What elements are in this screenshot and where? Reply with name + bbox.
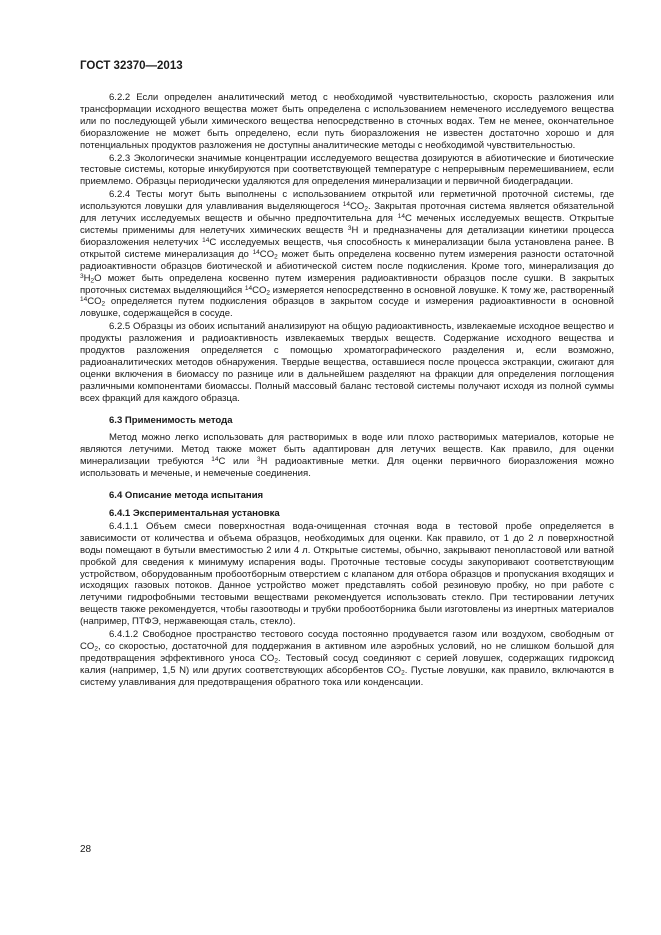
paragraph-6-2-5: 6.2.5 Образцы из обоих испытаний анализируют на общую радиоактивность, извлекаемые исходное вещество и продукты разложения и радиоактивность извлекаемых твердых веществ. Содержание исходного вещества и продуктов разложения определяется с помощью хроматографического разделения и, если возможно, радиоаналитических методов обнаружения. Твердые вещества, оставшиеся после процесса экстракции, сжигают для оценки включения в биомассу по разнице или в дальнейшем разделяют на фракции для определения поглощения различными компонентами биомассы. Полный массовый баланс тестовой системы получают исходя из полной суммы всех фракций для каждого образца. (80, 321, 614, 404)
subsection-heading-6-4-1: 6.4.1 Экспериментальная установка (109, 508, 280, 519)
section-heading-6-4: 6.4 Описание метода испытания (109, 490, 264, 502)
paragraph-6-3: Метод можно легко использовать для растворимых в воде или плохо растворимых материалов, которые не являются летучими. Метод также может быть адаптирован для летучих веществ. Как правило, для оценки минерализации требуются $^{14}$C или $^3$H радиоактивные метки. Для оценки первичного биоразложения можно использовать и меченые, и немеченые соединения. (80, 432, 615, 480)
paragraph-6-2-3: 6.2.3 Экологически значимые концентрации исследуемого вещества дозируются в абиотические и биотические тестовые системы, которые инкубируются при соответствующей температуре с непрерывным перемешиванием, если приемлемо. Образцы периодически удаляются для определения минерализации и первичной биодеградации. (80, 152, 614, 188)
paragraph-6-4-1-2: 6.4.1.2 Свободное пространство тестового сосуда постоянно продувается газом или воздухом, свободным от $CO_2$, со скоростью, достаточной для поддержания в активном иле аэробных условий, но не слишком большой для предотвращения эффективного уноса $CO_2$. Тестовый сосуд соединяют с серией ловушек, содержащих гидроксид калия (например, 1,5 N) или других соответствующих абсорбентов $CO_2$. Пустые ловушки, как правило, включаются в систему улавливания для предотвращения обратного тока или конденсации. (80, 629, 615, 688)
page-content (80, 92, 614, 690)
section-heading-6-3: 6.3 Применимость метода (109, 414, 233, 426)
document-header: ГОСТ 32370—2013 (80, 60, 183, 72)
paragraph-6-2-2: 6.2.2 Если определен аналитический метод с необходимой чувствительностью, скорость разложения или трансформации исходного вещества может быть определена с использованием немеченого исследуемого вещества или по последующей убыли химического вещества непосредственно в сточных водах. Тем не менее, окончательное биоразложение не может быть определено, если путь биоразложения не известен достаточно хорошо и для потенциальных продуктов разложения не доступны аналитические методы с необходимой чувствительностью. (80, 92, 614, 151)
page-number: 28 (80, 844, 92, 855)
paragraph-6-2-4: 6.2.4 Тесты могут быть выполнены с использованием открытой или герметичной проточной системы, где используются ловушки для улавливания выделяющегося $^{14}CO_2$. Закрытая проточная система является обязательной для летучих исследуемых веществ и обычно предпочтительна для $^{14}$C меченых исследуемых веществ. Открытые системы применимы для нелетучих химических веществ $^3$H и предназначены для детализации кинетики процесса биоразложения нелетучих $^{14}$C исследуемых веществ, чья способность к минерализации была установлена ранее. В открытой системе минерализация до $^{14}CO_2$ может быть определена косвенно путем измерения разности остаточной радиоактивности образцов биотической и абиотической систем после подкисления. Кроме того, минерализация до $^3H_2O$ может быть определена косвенно путем измерения радиоактивности образцов после сушки. В закрытых проточных системах выделяющийся $^{14}CO_2$ измеряется непосредственно в основной ловушке. К тому же, растворенный $^{14}CO_2$ определяется путем подкисления образцов в закрытом сосуде и измерения радиоактивности в основной ловушке, содержащейся в сосуде. (80, 189, 615, 320)
paragraph-6-4-1-1: 6.4.1.1 Объем смеси поверхностная вода-очищенная сточная вода в тестовой пробе определяется в зависимости от количества и объема образцов, необходимых для оценки. Как правило, от 1 до 2 л поверхностной воды помещают в бутыли вместимостью 2 или 4 л. Открытые системы, обычно, закрывают пенопластовой или ватной пробкой для сведения к минимуму испарения воды. Проточные тестовые сосуды закупоривают соответствующим устройством, оборудованным пробоотборным отверстием с клапаном для отбора образцов и пропускания входящих и исходящих газовых потоков. Данное устройство может представлять собой резиновую пробку, но при работе с летучими гидрофобными тестовыми веществами рекомендуется использовать стекло. При тестировании летучих веществ также рекомендуется, чтобы газоотводы и трубки пробоотборника были изготовлены из инертных материалов (например, ПТФЭ, нержавеющая сталь, стекло). (80, 520, 614, 628)
